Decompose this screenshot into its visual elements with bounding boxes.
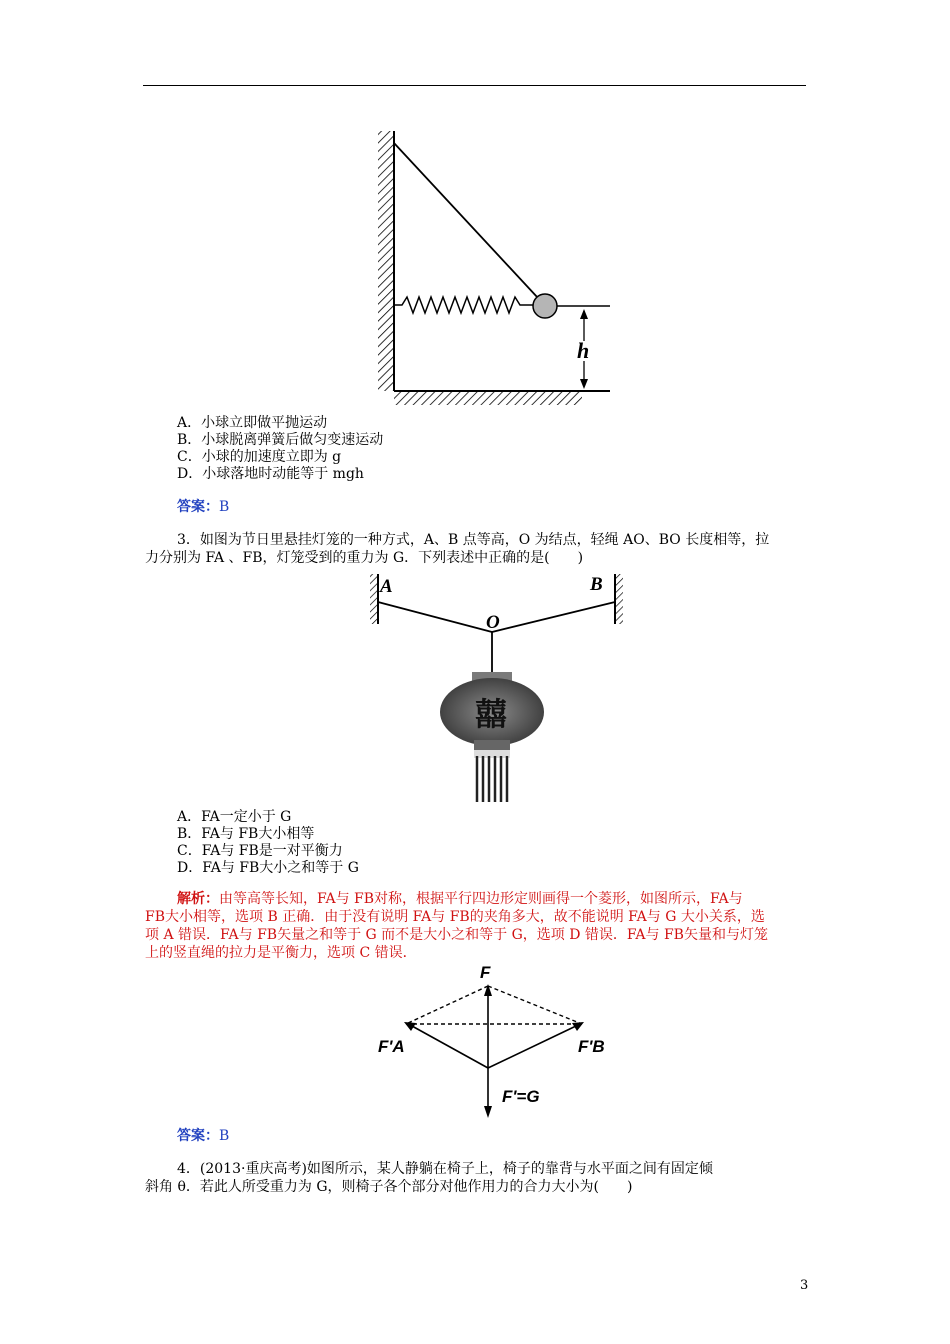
q3-stem-line1: 3．如图为节日里悬挂灯笼的一种方式，A、B 点等高，O 为结点，轻绳 AO、BO 长度相等，拉 [177, 532, 770, 548]
q3-analysis-label: 解析： [177, 891, 219, 907]
point-b-label: B [590, 574, 603, 595]
q2-answer-value: B [219, 499, 230, 515]
lantern-figure [362, 570, 637, 808]
height-label: h [577, 338, 590, 363]
q2-answer-label: 答案： [177, 499, 219, 515]
q3-analysis-line3: 项 A 错误．FA与 FB矢量之和等于 G 而不是大小之和等于 G，选项 D 错误．FA与 FB矢量和与灯笼 [145, 927, 768, 943]
force-fa-label: F'A [378, 1037, 405, 1056]
q4-stem-line2: 斜角 θ．若此人所受重力为 G，则椅子各个部分对他作用力的合力大小为( ) [145, 1179, 633, 1195]
q2-option-c: C．小球的加速度立即为 g [177, 449, 342, 465]
point-a-label: A [380, 576, 393, 597]
q3-analysis-line4: 上的竖直绳的拉力是平衡力，选项 C 错误． [145, 945, 417, 961]
q3-stem-line2: 力分别为 FA 、FB，灯笼受到的重力为 G．下列表述中正确的是( ) [145, 550, 584, 566]
q3-option-d: D．FA与 FB大小之和等于 G [177, 860, 359, 876]
q2-option-a: A．小球立即做平抛运动 [177, 415, 328, 431]
force-fb-label: F'B [578, 1037, 605, 1056]
q2-option-d: D．小球落地时动能等于 mgh [177, 466, 364, 482]
page-number: 3 [800, 1278, 809, 1293]
q4-stem-line1: 4．(2013·重庆高考)如图所示，某人静躺在椅子上，椅子的靠背与水平面之间有固定倾 [177, 1161, 713, 1177]
q3-answer [177, 1128, 229, 1144]
force-vector-figure [372, 960, 612, 1125]
q3-option-b: B．FA与 FB大小相等 [177, 826, 315, 842]
q3-analysis-line1 [177, 891, 743, 907]
q3-answer-value: B [219, 1128, 230, 1144]
q3-option-a: A．FA一定小于 G [177, 809, 292, 825]
point-o-label: O [486, 612, 500, 633]
spring-ball-figure [370, 125, 620, 410]
header-rule [143, 85, 806, 86]
q3-analysis-text1: 由等高等长知，FA与 FB对称，根据平行四边形定则画得一个菱形，如图所示，FA与 [219, 891, 743, 907]
q2-answer [177, 499, 229, 515]
force-f-label: F [480, 963, 491, 982]
q2-option-b: B．小球脱离弹簧后做匀变速运动 [177, 432, 384, 448]
q3-option-c: C．FA与 FB是一对平衡力 [177, 843, 343, 859]
q3-analysis-line2: FB大小相等，选项 B 正确．由于没有说明 FA与 FB的夹角多大，故不能说明 FA与 G 大小关系，选 [145, 909, 765, 925]
force-g-label: F'=G [502, 1087, 540, 1106]
lantern-character: 囍 [475, 695, 508, 733]
q3-answer-label: 答案： [177, 1128, 219, 1144]
